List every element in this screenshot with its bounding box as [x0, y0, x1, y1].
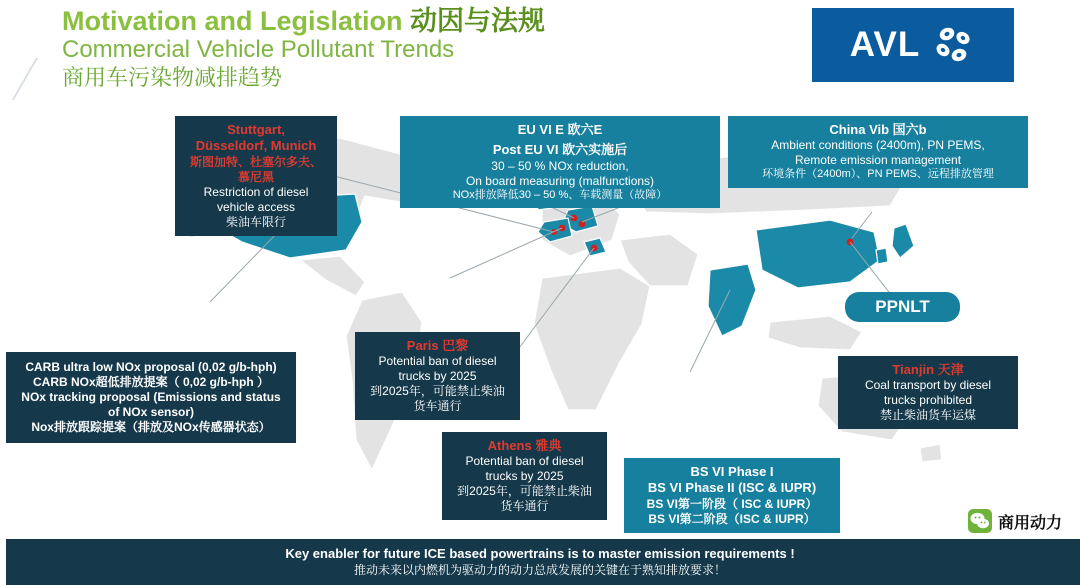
callout-tianjin-line-0: Tianjin 天津: [892, 362, 964, 377]
callout-eu-vi-line-4: NOx排放降低30 – 50 %、车载测量（故障）: [452, 188, 668, 201]
callout-carb-line-0: CARB ultra low NOx proposal (0,02 g/b-hph): [25, 360, 277, 374]
callout-carb-line-3: Nox排放跟踪提案（排放及NOx传感器状态）: [31, 420, 271, 434]
callout-stuttgart-line-5: vehicle access: [216, 199, 296, 214]
callout-paris-line-1: Potential ban of diesel: [378, 354, 497, 369]
callout-china-vib-line-3: 环境条件（2400m）、PN PEMS、远程排放管理: [762, 168, 994, 181]
callout-china-vib-line-2: Remote emission management: [794, 153, 962, 168]
callout-eu-vi[interactable]: [400, 116, 720, 208]
callout-stuttgart-line-4: Restriction of diesel: [203, 184, 309, 199]
title-cn-2: 商用车污染物减排趋势: [62, 65, 283, 91]
callout-stuttgart-line-1: Düsseldorf, Munich: [195, 138, 317, 154]
title-en-2: Commercial Vehicle Pollutant Trends: [62, 36, 455, 64]
country-india: [708, 264, 756, 336]
title-line-1: [62, 6, 762, 36]
callout-tianjin-line-1: Coal transport by diesel: [864, 378, 992, 393]
footer-banner: [0, 539, 1080, 585]
callout-stuttgart-line-0: Stuttgart,: [227, 122, 285, 137]
footer-line-cn: 推动未来以内燃机为驱动力的动力总成发展的关键在于熟知排放要求！: [353, 562, 726, 577]
callout-bs-vi-line-3: BS VI第二阶段（ISC & IUPR）: [648, 511, 816, 526]
callout-bs-vi-line-0: BS VI Phase I: [690, 464, 774, 479]
callout-athens-line-0: Athens 雅典: [487, 438, 562, 453]
page-title: [62, 6, 762, 91]
country-china: [756, 220, 880, 288]
ppnlt-label: PPNLT: [875, 297, 930, 316]
callout-tianjin-line-3: 禁止柴油货车运煤: [879, 408, 976, 423]
callout-china-vib[interactable]: [728, 116, 1028, 188]
left-margin: [0, 0, 6, 585]
callout-tianjin[interactable]: [838, 356, 1018, 429]
callout-athens-line-3: 到2025年，可能禁止柴油: [457, 484, 592, 499]
callout-eu-vi-line-0: EU VI E 欧六E: [517, 122, 603, 137]
callout-paris-line-0: Paris 巴黎: [406, 338, 469, 353]
callout-paris-line-3: 到2025年，可能禁止柴油: [370, 384, 505, 399]
callout-stuttgart-line-6: 柴油车限行: [225, 214, 286, 229]
callout-paris-line-2: trucks by 2025: [398, 369, 477, 384]
callout-athens[interactable]: [442, 432, 607, 520]
wechat-account: [968, 509, 1062, 533]
callout-bs-vi-line-2: BS VI第一阶段（ ISC & IUPR）: [646, 496, 818, 511]
callout-carb-line-2: NOx tracking proposal (Emissions and status of NOx sensor): [21, 390, 281, 419]
callout-china-vib-line-0: China Vib 国六b: [829, 122, 927, 137]
callout-bs-vi-line-1: BS VI Phase II (ISC & IUPR): [647, 480, 817, 496]
title-en-1: Motivation and Legislation: [62, 6, 403, 36]
title-cn-1: 动因与法规: [410, 6, 546, 36]
callout-eu-vi-line-2: 30 – 50 % NOx reduction,: [491, 158, 629, 173]
callout-tianjin-line-2: trucks prohibited: [883, 393, 973, 408]
country-korea: [876, 248, 888, 264]
callout-china-vib-line-1: Ambient conditions (2400m), PN PEMS,: [771, 138, 985, 153]
country-japan: [892, 224, 914, 258]
footer-line-en: Key enabler for future ICE based powertrains is to master emission requirements !: [285, 545, 795, 561]
callout-athens-line-4: 货车通行: [500, 499, 549, 514]
callout-paris-line-4: 货车通行: [413, 399, 462, 414]
avl-logo-text: AVL: [849, 25, 921, 64]
callout-bs-vi[interactable]: [624, 458, 840, 533]
callout-paris[interactable]: [355, 332, 520, 420]
callout-stuttgart-line-3: 慕尼黑: [237, 169, 274, 184]
wechat-badge-icon: [968, 509, 992, 533]
callout-athens-line-1: Potential ban of diesel: [465, 454, 584, 469]
callout-stuttgart[interactable]: [175, 116, 337, 236]
callout-stuttgart-line-2: 斯图加特、杜塞尔多夫、: [189, 154, 322, 169]
ppnlt-badge[interactable]: [845, 292, 960, 322]
callout-eu-vi-line-1: Post EU VI 欧六实施后: [492, 142, 628, 158]
avl-logo: [812, 8, 1014, 82]
callout-eu-vi-line-3: On board measuring (malfunctions): [465, 173, 655, 188]
callout-carb[interactable]: [6, 352, 296, 443]
avl-swirl-icon: [932, 23, 976, 67]
callout-athens-line-2: trucks by 2025: [485, 469, 564, 484]
callout-carb-line-1: CARB NOx超低排放提案（ 0,02 g/b-hph ）: [32, 375, 269, 389]
wechat-label: 商用动力: [997, 514, 1062, 532]
